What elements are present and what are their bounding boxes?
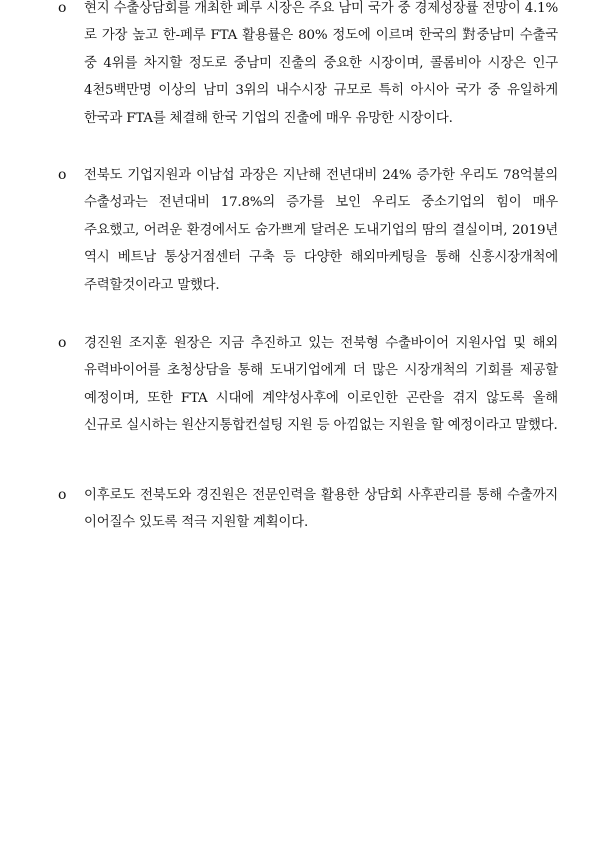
bullet-circle-icon: o [58, 487, 67, 503]
paragraph-text: 전북도 기업지원과 이남섭 과장은 지난해 전년대비 24% 증가한 우리도 78억불의 수출성과는 전년대비 17.8%의 증가를 보인 우리도 중소기업의 힘이 매우 주요했고, 어려운 환경에서도 숨가쁘게 달려온 도내기업의 땀의 결실이며, 2019년 역시 베트남 통상거점센터 구축 등 다양한 해외마케팅을 통해 신흥시장개척에 주력할것이라고 말했다. [84, 168, 558, 293]
bullet-paragraph-jeonbuk-export [58, 162, 558, 299]
bullet-circle-icon: o [58, 335, 67, 351]
bullet-paragraph-director-statement [58, 330, 558, 440]
bullet-paragraph-peru-colombia [58, 0, 558, 132]
paragraph-text: 경진원 조지훈 원장은 지금 추진하고 있는 전북형 수출바이어 지원사업 및 해외 유력바이어를 초청상담을 통해 도내기업에게 더 많은 시장개척의 기회를 제공할 예정이며, 또한 FTA 시대에 계약성사후에 이로인한 곤란을 겪지 않도록 올해 신규로 실시하는 원산지통합컨설팅 지원 등 아낌없는 지원을 할 예정이라고 말했다. [84, 336, 558, 434]
paragraph-text: 이후로도 전북도와 경진원은 전문인력을 활용한 상담회 사후관리를 통해 수출까지 이어질수 있도록 적극 지원할 계획이다. [84, 488, 558, 531]
bullet-circle-icon: o [58, 167, 67, 183]
paragraph-text: 현지 수출상담회를 개최한 페루 시장은 주요 남미 국가 중 경제성장률 전망이 4.1%로 가장 높고 한-페루 FTA 활용률은 80% 정도에 이르며 한국의 對중남미 수출국 중 4위를 차지할 정도로 중남미 진출의 중요한 시장이며, 콜롬비아 시장은 인구 4천5백만명 이상의 남미 3위의 내수시장 규모로 특히 아시아 국가 중 유일하게 한국과 FTA를 체결해 한국 기업의 진출에 매우 유망한 시장이다. [84, 1, 558, 126]
bullet-circle-icon: o [58, 0, 67, 16]
bullet-paragraph-future-plan [58, 482, 558, 537]
